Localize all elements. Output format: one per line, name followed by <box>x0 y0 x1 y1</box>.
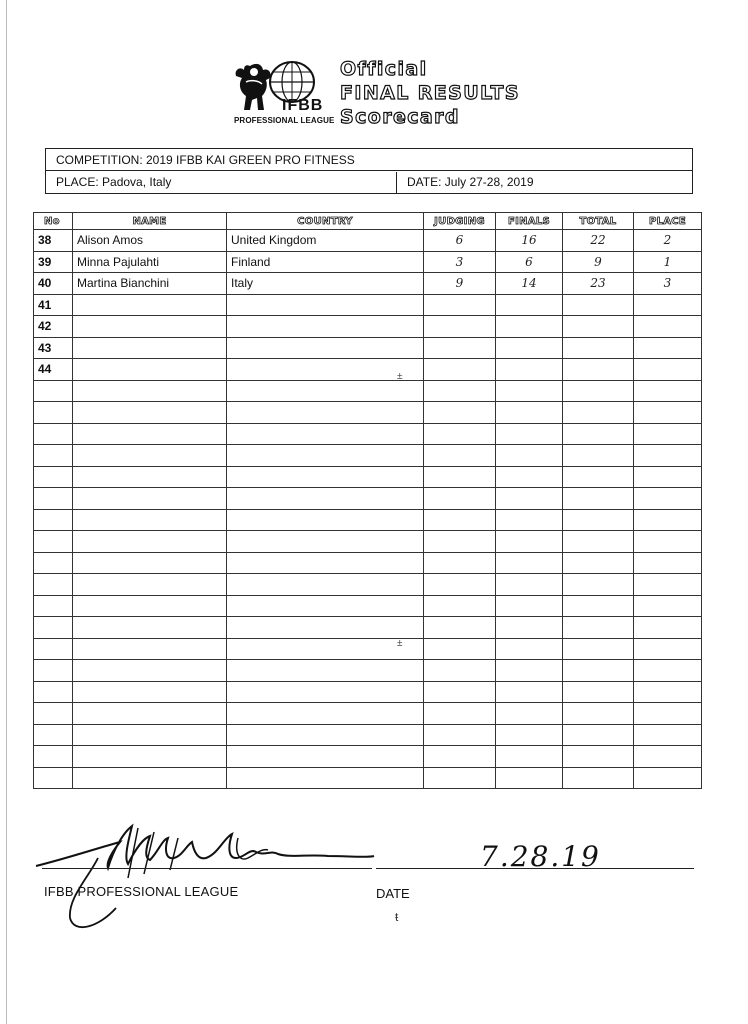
cell-blank <box>227 380 424 402</box>
cell-blank <box>227 724 424 746</box>
cell-blank <box>634 509 702 531</box>
cell-total: 22 <box>563 230 634 252</box>
cell-finals: 16 <box>496 230 563 252</box>
table-row-blank <box>34 466 702 488</box>
cell-place: 3 <box>634 273 702 295</box>
cell-total <box>563 316 634 338</box>
page-edge <box>6 0 7 1024</box>
cell-blank <box>227 509 424 531</box>
cell-blank <box>496 681 563 703</box>
signature-label: IFBB PROFESSIONAL LEAGUE <box>44 884 239 899</box>
cell-blank <box>34 724 73 746</box>
cell-blank <box>34 380 73 402</box>
title-line-scorecard: Scorecard <box>340 106 460 128</box>
table-row-blank <box>34 703 702 725</box>
cell-total: 9 <box>563 251 634 273</box>
cell-blank <box>496 724 563 746</box>
cell-no: 41 <box>34 294 73 316</box>
cell-no: 44 <box>34 359 73 381</box>
cell-blank <box>563 595 634 617</box>
cell-blank <box>634 724 702 746</box>
cell-country <box>227 294 424 316</box>
cell-blank <box>73 509 227 531</box>
cell-blank <box>73 488 227 510</box>
cell-name <box>73 337 227 359</box>
cell-blank <box>634 402 702 424</box>
cell-blank <box>563 509 634 531</box>
cell-blank <box>563 380 634 402</box>
cell-blank <box>227 574 424 596</box>
cell-total <box>563 359 634 381</box>
table-row-blank <box>34 380 702 402</box>
cell-blank <box>634 767 702 789</box>
cell-place <box>634 359 702 381</box>
cell-finals <box>496 359 563 381</box>
cell-judging: 6 <box>424 230 496 252</box>
cell-blank <box>73 552 227 574</box>
cell-no: 40 <box>34 273 73 295</box>
cell-blank <box>563 402 634 424</box>
table-row <box>34 316 702 338</box>
header-no: No <box>34 213 73 230</box>
cell-blank <box>73 466 227 488</box>
cell-blank <box>227 423 424 445</box>
cell-blank <box>496 552 563 574</box>
cell-name: Alison Amos <box>73 230 227 252</box>
header-total: TOTAL <box>563 213 634 230</box>
table-row-blank <box>34 488 702 510</box>
cell-blank <box>34 660 73 682</box>
cell-blank <box>634 595 702 617</box>
cell-blank <box>424 617 496 639</box>
cell-blank <box>34 423 73 445</box>
cell-blank <box>634 746 702 768</box>
date-field: DATE: July 27-28, 2019 <box>396 172 534 193</box>
table-row-blank <box>34 531 702 553</box>
cell-blank <box>634 552 702 574</box>
cell-country <box>227 359 424 381</box>
title-line-final-results: FINAL RESULTS <box>340 82 520 104</box>
cell-blank <box>563 574 634 596</box>
cell-total: 23 <box>563 273 634 295</box>
table-row-blank <box>34 660 702 682</box>
cell-blank <box>496 402 563 424</box>
cell-blank <box>634 660 702 682</box>
cell-blank <box>424 574 496 596</box>
cell-blank <box>73 617 227 639</box>
table-row <box>34 359 702 381</box>
cell-blank <box>34 402 73 424</box>
cell-name <box>73 294 227 316</box>
cell-blank <box>227 638 424 660</box>
cell-blank <box>34 595 73 617</box>
cell-blank <box>424 402 496 424</box>
cell-name <box>73 359 227 381</box>
cell-blank <box>73 574 227 596</box>
table-row-blank <box>34 423 702 445</box>
table-row <box>34 273 702 295</box>
cell-blank <box>634 617 702 639</box>
cell-blank <box>34 509 73 531</box>
cell-blank <box>34 552 73 574</box>
cell-name <box>73 316 227 338</box>
cell-name: Martina Bianchini <box>73 273 227 295</box>
cell-blank <box>634 703 702 725</box>
cell-judging <box>424 359 496 381</box>
cell-blank <box>563 660 634 682</box>
place-date-row <box>46 172 692 193</box>
logo-league-text: PROFESSIONAL LEAGUE <box>234 116 335 125</box>
cell-blank <box>496 509 563 531</box>
cell-finals: 14 <box>496 273 563 295</box>
cell-blank <box>73 445 227 467</box>
cell-blank <box>563 681 634 703</box>
cell-blank <box>73 746 227 768</box>
cell-country <box>227 316 424 338</box>
cell-blank <box>424 638 496 660</box>
cell-blank <box>496 703 563 725</box>
cell-no: 42 <box>34 316 73 338</box>
cell-blank <box>227 488 424 510</box>
cell-blank <box>227 466 424 488</box>
cell-blank <box>634 681 702 703</box>
cell-blank <box>496 767 563 789</box>
cell-blank <box>563 724 634 746</box>
cell-blank <box>227 681 424 703</box>
cell-judging: 9 <box>424 273 496 295</box>
cell-blank <box>227 617 424 639</box>
header-judging: JUDGING <box>424 213 496 230</box>
cell-blank <box>73 638 227 660</box>
cell-blank <box>424 767 496 789</box>
cell-blank <box>34 746 73 768</box>
cell-blank <box>563 445 634 467</box>
cell-blank <box>634 531 702 553</box>
cell-blank <box>424 681 496 703</box>
cell-blank <box>227 402 424 424</box>
table-row <box>34 251 702 273</box>
cell-place: 2 <box>634 230 702 252</box>
cell-blank <box>73 402 227 424</box>
cell-finals <box>496 316 563 338</box>
header-country: COUNTRY <box>227 213 424 230</box>
cell-blank <box>563 531 634 553</box>
cell-place <box>634 337 702 359</box>
cell-blank <box>424 488 496 510</box>
header-finals: FINALS <box>496 213 563 230</box>
cell-blank <box>424 552 496 574</box>
cell-blank <box>634 488 702 510</box>
cell-blank <box>34 703 73 725</box>
cell-blank <box>496 660 563 682</box>
cell-blank <box>227 531 424 553</box>
cell-blank <box>34 617 73 639</box>
cell-blank <box>634 574 702 596</box>
cell-country: Italy <box>227 273 424 295</box>
header-name: NAME <box>73 213 227 230</box>
table-row-blank <box>34 509 702 531</box>
results-table <box>33 212 702 789</box>
cell-blank <box>73 724 227 746</box>
place-field: PLACE: Padova, Italy <box>56 175 172 189</box>
logo-ifbb-text: IFBB <box>282 97 324 114</box>
table-row-blank <box>34 552 702 574</box>
title-line-official: Official <box>340 58 428 80</box>
cell-blank <box>496 531 563 553</box>
cell-blank <box>73 681 227 703</box>
cell-finals: 6 <box>496 251 563 273</box>
paper-speck: ŧ <box>395 910 399 924</box>
cell-blank <box>227 595 424 617</box>
cell-blank <box>496 445 563 467</box>
cell-blank <box>73 531 227 553</box>
cell-judging: 3 <box>424 251 496 273</box>
cell-blank <box>34 767 73 789</box>
table-row-blank <box>34 402 702 424</box>
table-row-blank <box>34 638 702 660</box>
cell-blank <box>34 466 73 488</box>
cell-blank <box>73 767 227 789</box>
cell-blank <box>634 638 702 660</box>
cell-finals <box>496 294 563 316</box>
cell-blank <box>563 423 634 445</box>
cell-judging <box>424 316 496 338</box>
cell-blank <box>496 638 563 660</box>
results-body <box>34 230 702 789</box>
table-row-blank <box>34 724 702 746</box>
cell-country <box>227 337 424 359</box>
cell-blank <box>424 660 496 682</box>
cell-blank <box>34 638 73 660</box>
cell-blank <box>634 445 702 467</box>
cell-judging <box>424 337 496 359</box>
cell-blank <box>496 423 563 445</box>
cell-total <box>563 337 634 359</box>
cell-place <box>634 316 702 338</box>
cell-blank <box>424 746 496 768</box>
cell-name: Minna Pajulahti <box>73 251 227 273</box>
cell-blank <box>73 380 227 402</box>
cell-blank <box>73 423 227 445</box>
table-row <box>34 294 702 316</box>
cell-blank <box>563 466 634 488</box>
ifbb-logo <box>230 58 335 132</box>
table-row-blank <box>34 445 702 467</box>
cell-blank <box>424 509 496 531</box>
cell-total <box>563 294 634 316</box>
cell-blank <box>73 660 227 682</box>
cell-finals <box>496 337 563 359</box>
header-title <box>340 57 520 129</box>
competition-field: COMPETITION: 2019 IFBB KAI GREEN PRO FITNESS <box>46 149 692 171</box>
cell-blank <box>496 746 563 768</box>
cell-blank <box>634 423 702 445</box>
table-row-blank <box>34 681 702 703</box>
paper-speck: ± <box>397 371 403 382</box>
header-place: PLACE <box>634 213 702 230</box>
cell-country: United Kingdom <box>227 230 424 252</box>
cell-blank <box>563 767 634 789</box>
cell-blank <box>496 380 563 402</box>
cell-place <box>634 294 702 316</box>
signature-line <box>42 868 372 869</box>
cell-blank <box>34 574 73 596</box>
cell-blank <box>563 617 634 639</box>
table-row <box>34 230 702 252</box>
cell-blank <box>227 660 424 682</box>
cell-blank <box>563 638 634 660</box>
cell-blank <box>424 423 496 445</box>
cell-country: Finland <box>227 251 424 273</box>
cell-blank <box>73 595 227 617</box>
cell-blank <box>73 703 227 725</box>
cell-no: 43 <box>34 337 73 359</box>
cell-blank <box>227 552 424 574</box>
cell-blank <box>424 724 496 746</box>
cell-blank <box>496 466 563 488</box>
cell-blank <box>227 767 424 789</box>
table-row-blank <box>34 617 702 639</box>
cell-no: 39 <box>34 251 73 273</box>
cell-place: 1 <box>634 251 702 273</box>
cell-no: 38 <box>34 230 73 252</box>
cell-blank <box>563 488 634 510</box>
cell-blank <box>563 746 634 768</box>
cell-blank <box>424 380 496 402</box>
paper-speck: ± <box>397 638 403 649</box>
cell-blank <box>496 574 563 596</box>
cell-blank <box>34 488 73 510</box>
cell-blank <box>563 552 634 574</box>
table-row-blank <box>34 746 702 768</box>
cell-blank <box>34 445 73 467</box>
table-row-blank <box>34 595 702 617</box>
table-row <box>34 337 702 359</box>
handwritten-date: 7.28.19 <box>480 840 601 873</box>
cell-blank <box>424 703 496 725</box>
competition-info-box <box>45 148 693 194</box>
signature-image <box>28 818 388 938</box>
cell-blank <box>424 595 496 617</box>
cell-blank <box>34 531 73 553</box>
cell-blank <box>424 466 496 488</box>
cell-blank <box>34 681 73 703</box>
cell-blank <box>563 703 634 725</box>
cell-blank <box>227 703 424 725</box>
cell-blank <box>227 445 424 467</box>
cell-judging <box>424 294 496 316</box>
date-label: DATE <box>376 886 410 901</box>
cell-blank <box>634 380 702 402</box>
cell-blank <box>424 531 496 553</box>
table-header-row <box>34 213 702 230</box>
cell-blank <box>424 445 496 467</box>
cell-blank <box>634 466 702 488</box>
cell-blank <box>496 488 563 510</box>
cell-blank <box>227 746 424 768</box>
cell-blank <box>496 595 563 617</box>
cell-blank <box>496 617 563 639</box>
table-row-blank <box>34 767 702 789</box>
table-row-blank <box>34 574 702 596</box>
